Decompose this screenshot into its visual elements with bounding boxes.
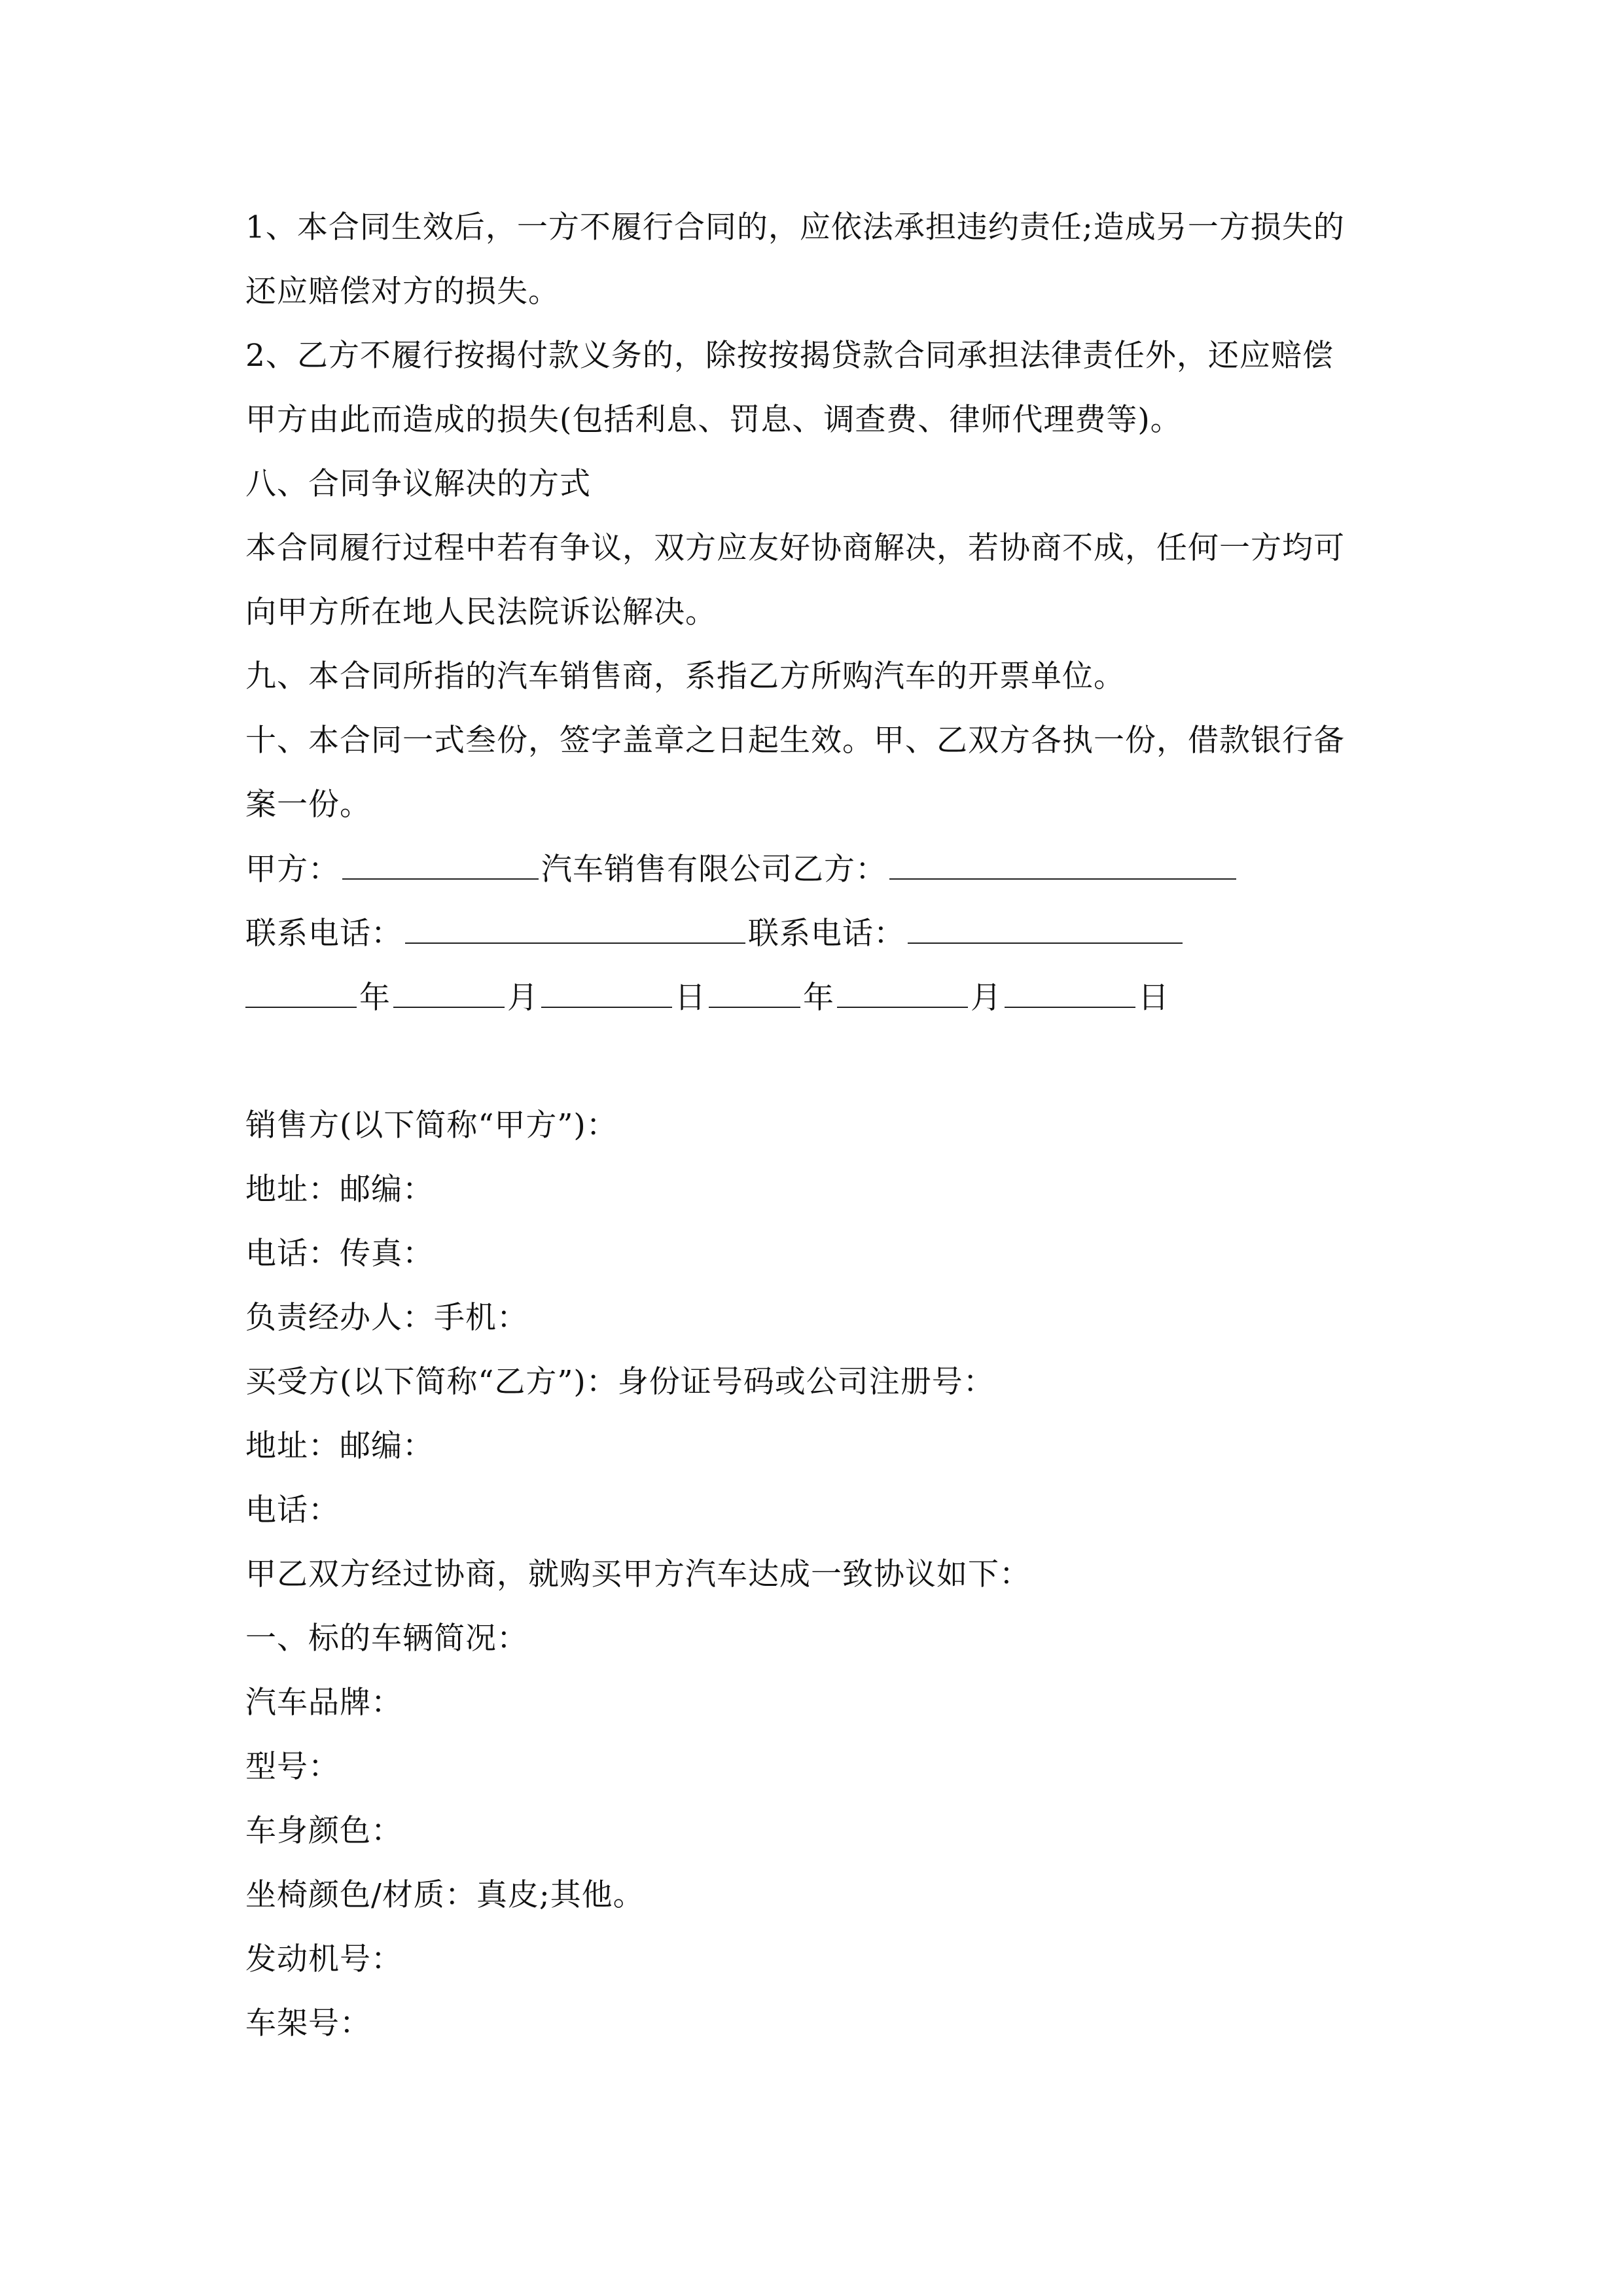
party-b-blank xyxy=(889,850,1236,880)
section-10-line-1: 十、本合同一式叁份，签字盖章之日起生效。甲、乙双方各执一份，借款银行备 xyxy=(245,723,1345,759)
body-color-line: 车身颜色： xyxy=(245,1813,402,1849)
day-a-label: 日 xyxy=(675,980,706,1016)
phone-a-blank xyxy=(405,914,745,944)
seller-line: 销售方(以下简称“甲方”)： xyxy=(245,1107,618,1143)
signature-date-line xyxy=(245,978,1169,1018)
frame-number-line: 车架号： xyxy=(245,2005,371,2041)
day-b-blank xyxy=(1005,978,1135,1008)
year-a-label: 年 xyxy=(359,980,391,1016)
engine-number-line: 发动机号： xyxy=(245,1941,402,1977)
year-b-blank xyxy=(709,978,800,1008)
agreement-line: 甲乙双方经过协商，就购买甲方汽车达成一致协议如下： xyxy=(245,1556,1031,1592)
clause-2-line-1: 2、乙方不履行按揭付款义务的，除按按揭贷款合同承担法律责任外，还应赔偿 xyxy=(245,338,1334,374)
buyer-address-line: 地址：邮编： xyxy=(245,1428,434,1464)
section-8-line-2: 向甲方所在地人民法院诉讼解决。 xyxy=(245,594,717,630)
car-model-line: 型号： xyxy=(245,1749,340,1785)
section-1-heading: 一、标的车辆简况： xyxy=(245,1621,528,1657)
buyer-line: 买受方(以下简称“乙方”)：身份证号码或公司注册号： xyxy=(245,1364,995,1400)
section-9: 九、本合同所指的汽车销售商，系指乙方所购汽车的开票单位。 xyxy=(245,658,1125,694)
day-a-blank xyxy=(541,978,672,1008)
month-b-label: 月 xyxy=(971,980,1002,1016)
phone-label-b: 联系电话： xyxy=(748,916,905,952)
section-8-line-1: 本合同履行过程中若有争议，双方应友好协商解决，若协商不成，任何一方均可 xyxy=(245,530,1345,566)
party-a-company: 汽车销售有限公司乙方： xyxy=(541,852,887,888)
seller-phone-line: 电话：传真： xyxy=(245,1236,434,1272)
buyer-phone-line: 电话： xyxy=(245,1492,340,1528)
seller-agent-line: 负责经办人：手机： xyxy=(245,1300,528,1336)
phone-b-blank xyxy=(908,914,1183,944)
seller-address-line: 地址：邮编： xyxy=(245,1172,434,1208)
month-b-blank xyxy=(837,978,968,1008)
day-b-label: 日 xyxy=(1138,980,1169,1016)
section-8-heading: 八、合同争议解决的方式 xyxy=(245,466,591,502)
party-a-blank xyxy=(342,850,539,880)
clause-1-line-1: 1、本合同生效后，一方不履行合同的，应依法承担违约责任;造成另一方损失的 xyxy=(245,209,1345,245)
car-brand-line: 汽车品牌： xyxy=(245,1685,402,1721)
year-a-blank xyxy=(245,978,357,1008)
party-a-label: 甲方： xyxy=(245,852,340,888)
signature-party-line xyxy=(245,850,1239,889)
year-b-label: 年 xyxy=(803,980,834,1016)
section-10-line-2: 案一份。 xyxy=(245,787,371,823)
seat-line: 坐椅颜色/材质：真皮;其他。 xyxy=(245,1877,645,1913)
clause-1-line-2: 还应赔偿对方的损失。 xyxy=(245,274,560,310)
signature-phone-line xyxy=(245,914,1185,954)
month-a-blank xyxy=(393,978,505,1008)
month-a-label: 月 xyxy=(507,980,539,1016)
clause-2-line-2: 甲方由此而造成的损失(包括利息、罚息、调查费、律师代理费等)。 xyxy=(245,402,1182,438)
phone-label-a: 联系电话： xyxy=(245,916,402,952)
